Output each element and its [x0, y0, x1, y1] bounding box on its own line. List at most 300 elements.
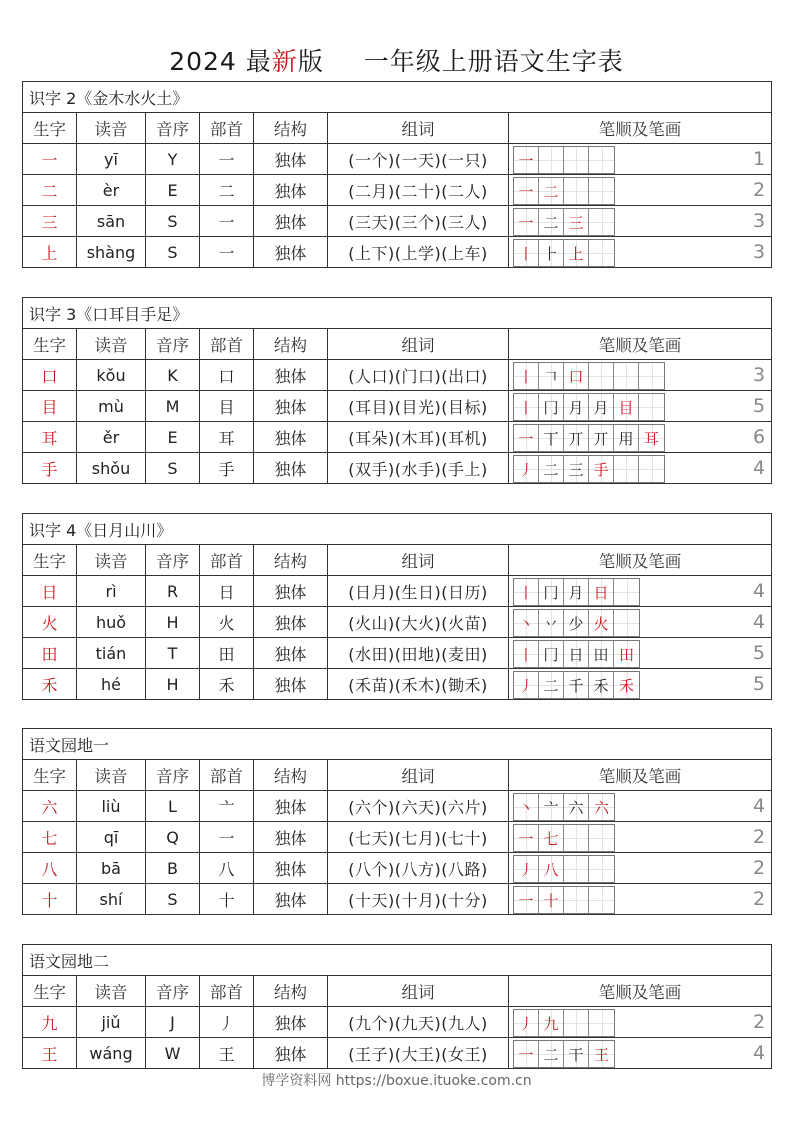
tianzige-grid: [513, 455, 665, 483]
grid-box: [514, 425, 539, 451]
stroke-step: 一: [518, 429, 534, 448]
header-letter-order: 音序: [146, 760, 200, 791]
tianzige-grid: [513, 177, 615, 205]
tianzige-grid: [513, 578, 640, 606]
title-highlight: 新: [271, 47, 298, 76]
pinyin-cell: tián: [77, 638, 146, 669]
radical-cell: 火: [200, 607, 254, 638]
stroke-step: 三: [568, 213, 584, 232]
header-radical: 部首: [200, 760, 254, 791]
header-words: 组词: [328, 976, 509, 1007]
footer-watermark: 博学资料网 https://boxue.ituoke.com.cn: [261, 1073, 532, 1089]
grid-box: [589, 394, 614, 420]
stroke-count: 2: [752, 1011, 766, 1033]
stroke-count: 5: [752, 395, 766, 417]
letter-order-cell: R: [146, 576, 200, 607]
grid-box: [589, 425, 614, 451]
stroke-count: 2: [752, 826, 766, 848]
grid-box: [564, 456, 589, 482]
tianzige-grid: [513, 1040, 615, 1068]
structure-cell: 独体: [254, 791, 328, 822]
page-title: [0, 42, 793, 78]
character-cell: 田: [23, 638, 77, 669]
pinyin-cell: ěr: [77, 422, 146, 453]
stroke-step: 八: [543, 860, 559, 879]
grid-box: [514, 641, 539, 667]
letter-order-cell: Q: [146, 822, 200, 853]
letter-order-cell: E: [146, 422, 200, 453]
stroke-step: 冂: [543, 645, 559, 664]
pinyin-cell: wáng: [77, 1038, 146, 1069]
stroke-step: 禾: [618, 676, 634, 695]
pinyin-cell: hé: [77, 669, 146, 700]
table-header-row: [23, 113, 772, 144]
letter-order-cell: H: [146, 669, 200, 700]
character-cell: 手: [23, 453, 77, 484]
stroke-count: 2: [752, 888, 766, 910]
stroke-order-cell: [509, 206, 772, 237]
tianzige-grid: [513, 424, 665, 452]
stroke-step: 丨: [518, 367, 534, 386]
grid-box: [564, 610, 589, 636]
tianzige-grid: [513, 393, 665, 421]
words-cell: (水田)(田地)(麦田): [328, 638, 509, 669]
stroke-count: 5: [752, 673, 765, 695]
table-row: [23, 791, 772, 822]
grid-box: [589, 147, 614, 173]
grid-box: [539, 579, 564, 605]
grid-box: [514, 856, 539, 882]
pinyin-cell: yī: [77, 144, 146, 175]
structure-cell: 独体: [254, 453, 328, 484]
pinyin-cell: èr: [77, 175, 146, 206]
header-pinyin: 读音: [77, 329, 146, 360]
words-cell: (禾苗)(禾木)(锄禾): [328, 669, 509, 700]
table-row: [23, 638, 772, 669]
grid-box: [639, 363, 664, 389]
header-char: 生字: [23, 113, 77, 144]
character-cell: 六: [23, 791, 77, 822]
pinyin-cell: shí: [77, 884, 146, 915]
lesson-section: [22, 944, 771, 1069]
pinyin-cell: mù: [77, 391, 146, 422]
table-row: [23, 453, 772, 484]
table-header-row: [23, 545, 772, 576]
grid-box: [589, 1010, 614, 1036]
grid-box: [514, 147, 539, 173]
tianzige-grid: [513, 671, 640, 699]
stroke-step: 六: [593, 798, 609, 817]
character-cell: 口: [23, 360, 77, 391]
stroke-step: 九: [543, 1014, 559, 1033]
header-structure: 结构: [254, 760, 328, 791]
structure-cell: 独体: [254, 607, 328, 638]
grid-box: [639, 425, 664, 451]
structure-cell: 独体: [254, 638, 328, 669]
title-year: 2024: [169, 47, 237, 76]
stroke-count: 4: [752, 795, 766, 817]
stroke-step: 冂: [543, 583, 559, 602]
grid-box: [564, 825, 589, 851]
table-row: [23, 576, 772, 607]
lesson-section: [22, 297, 771, 484]
stroke-order-cell: [509, 576, 772, 607]
stroke-step: 一: [518, 1045, 534, 1064]
header-strokes: 笔顺及笔画: [509, 976, 772, 1007]
grid-box: [539, 1010, 564, 1036]
header-radical: 部首: [200, 976, 254, 1007]
radical-cell: 目: [200, 391, 254, 422]
grid-box: [589, 610, 614, 636]
character-cell: 王: [23, 1038, 77, 1069]
grid-box: [564, 394, 589, 420]
character-cell: 十: [23, 884, 77, 915]
words-cell: (二月)(二十)(二人): [328, 175, 509, 206]
radical-cell: 王: [200, 1038, 254, 1069]
character-cell: 火: [23, 607, 77, 638]
stroke-step: 丨: [518, 645, 534, 664]
radical-cell: 口: [200, 360, 254, 391]
words-cell: (三天)(三个)(三人): [328, 206, 509, 237]
words-cell: (日月)(生日)(日历): [328, 576, 509, 607]
character-cell: 八: [23, 853, 77, 884]
stroke-step: 千: [568, 676, 584, 695]
title-part1: 最: [245, 47, 272, 76]
stroke-count: 1: [752, 148, 766, 170]
stroke-step: 丿: [518, 460, 534, 479]
letter-order-cell: K: [146, 360, 200, 391]
header-words: 组词: [328, 329, 509, 360]
words-cell: (九个)(九天)(九人): [328, 1007, 509, 1038]
radical-cell: 一: [200, 144, 254, 175]
stroke-order-cell: [509, 237, 772, 268]
stroke-step: 丿: [518, 1014, 534, 1033]
grid-box: [514, 456, 539, 482]
structure-cell: 独体: [254, 884, 328, 915]
stroke-step: 月: [568, 583, 584, 602]
character-cell: 二: [23, 175, 77, 206]
stroke-count: 3: [752, 210, 766, 232]
letter-order-cell: J: [146, 1007, 200, 1038]
words-cell: (八个)(八方)(八路): [328, 853, 509, 884]
grid-box: [539, 240, 564, 266]
letter-order-cell: S: [146, 206, 200, 237]
words-cell: (双手)(水手)(手上): [328, 453, 509, 484]
pinyin-cell: sān: [77, 206, 146, 237]
grid-box: [614, 425, 639, 451]
stroke-step: 二: [543, 460, 559, 479]
pinyin-cell: liù: [77, 791, 146, 822]
grid-box: [564, 1041, 589, 1067]
pinyin-cell: qī: [77, 822, 146, 853]
character-table: [22, 81, 772, 268]
tianzige-grid: [513, 146, 615, 174]
stroke-step: 用: [618, 429, 634, 448]
grid-box: [614, 394, 639, 420]
table-row: [23, 175, 772, 206]
grid-box: [564, 363, 589, 389]
stroke-step: 二: [543, 676, 559, 695]
tianzige-grid: [513, 208, 615, 236]
stroke-step: 丌: [593, 429, 609, 448]
stroke-order-cell: [509, 422, 772, 453]
words-cell: (火山)(大火)(火苗): [328, 607, 509, 638]
stroke-order-cell: [509, 607, 772, 638]
header-words: 组词: [328, 545, 509, 576]
structure-cell: 独体: [254, 360, 328, 391]
stroke-step: 王: [593, 1045, 609, 1064]
header-strokes: 笔顺及笔画: [509, 545, 772, 576]
stroke-order-cell: [509, 822, 772, 853]
title-subtitle: 一年级上册语文生字表: [363, 47, 624, 76]
grid-box: [539, 363, 564, 389]
section-title: 识字 4《日月山川》: [23, 514, 772, 545]
grid-box: [514, 794, 539, 820]
tianzige-grid: [513, 793, 615, 821]
structure-cell: 独体: [254, 206, 328, 237]
structure-cell: 独体: [254, 853, 328, 884]
structure-cell: 独体: [254, 237, 328, 268]
header-radical: 部首: [200, 545, 254, 576]
letter-order-cell: L: [146, 791, 200, 822]
lesson-section: [22, 513, 771, 700]
header-words: 组词: [328, 113, 509, 144]
character-cell: 耳: [23, 422, 77, 453]
header-radical: 部首: [200, 113, 254, 144]
stroke-order-cell: [509, 175, 772, 206]
structure-cell: 独体: [254, 422, 328, 453]
pinyin-cell: rì: [77, 576, 146, 607]
header-words: 组词: [328, 760, 509, 791]
pinyin-cell: shàng: [77, 237, 146, 268]
stroke-step: 丿: [518, 860, 534, 879]
stroke-step: 少: [568, 614, 584, 633]
stroke-step: 二: [543, 213, 559, 232]
structure-cell: 独体: [254, 576, 328, 607]
stroke-order-cell: [509, 669, 772, 700]
letter-order-cell: S: [146, 237, 200, 268]
grid-box: [589, 579, 614, 605]
stroke-count: 4: [752, 580, 765, 602]
structure-cell: 独体: [254, 1038, 328, 1069]
stroke-step: 田: [593, 645, 609, 664]
table-row: [23, 607, 772, 638]
tianzige-grid: [513, 362, 665, 390]
table-row: [23, 884, 772, 915]
stroke-step: 丨: [518, 398, 534, 417]
character-cell: 禾: [23, 669, 77, 700]
header-pinyin: 读音: [77, 760, 146, 791]
header-char: 生字: [23, 545, 77, 576]
stroke-count: 5: [752, 642, 765, 664]
stroke-step: 一: [518, 213, 534, 232]
stroke-step: 二: [543, 182, 559, 201]
letter-order-cell: S: [146, 884, 200, 915]
table-row: [23, 853, 772, 884]
stroke-step: 冂: [543, 398, 559, 417]
grid-box: [539, 209, 564, 235]
stroke-order-cell: [509, 391, 772, 422]
stroke-order-cell: [509, 1007, 772, 1038]
stroke-order-cell: [509, 791, 772, 822]
stroke-step: 上: [568, 244, 584, 263]
table-row: [23, 822, 772, 853]
stroke-step: 丶: [518, 614, 534, 633]
radical-cell: 耳: [200, 422, 254, 453]
grid-box: [614, 363, 639, 389]
grid-box: [539, 178, 564, 204]
stroke-step: 田: [618, 645, 634, 664]
header-structure: 结构: [254, 329, 328, 360]
stroke-step: 月: [593, 398, 609, 417]
radical-cell: 一: [200, 237, 254, 268]
stroke-order-cell: [509, 360, 772, 391]
stroke-count: 2: [752, 857, 766, 879]
radical-cell: 禾: [200, 669, 254, 700]
grid-box: [539, 456, 564, 482]
structure-cell: 独体: [254, 822, 328, 853]
stroke-step: 一: [518, 182, 534, 201]
lesson-section: [22, 728, 771, 915]
stroke-step: 丷: [543, 614, 559, 633]
grid-box: [589, 887, 614, 913]
grid-box: [514, 363, 539, 389]
table-row: [23, 422, 772, 453]
grid-box: [514, 887, 539, 913]
grid-box: [564, 579, 589, 605]
stroke-step: 一: [518, 891, 534, 910]
stroke-order-cell: [509, 884, 772, 915]
stroke-step: 一: [518, 151, 534, 170]
stroke-step: 干: [568, 1045, 584, 1064]
pinyin-cell: shǒu: [77, 453, 146, 484]
table-row: [23, 391, 772, 422]
tianzige-grid: [513, 640, 640, 668]
tianzige-grid: [513, 1009, 615, 1037]
header-radical: 部首: [200, 329, 254, 360]
grid-box: [589, 856, 614, 882]
words-cell: (耳朵)(木耳)(耳机): [328, 422, 509, 453]
grid-box: [564, 240, 589, 266]
grid-box: [564, 178, 589, 204]
pinyin-cell: bā: [77, 853, 146, 884]
table-header-row: [23, 976, 772, 1007]
grid-box: [589, 825, 614, 851]
stroke-count: 4: [752, 611, 765, 633]
letter-order-cell: S: [146, 453, 200, 484]
letter-order-cell: M: [146, 391, 200, 422]
words-cell: (上下)(上学)(上车): [328, 237, 509, 268]
character-table: [22, 297, 772, 484]
grid-box: [539, 825, 564, 851]
character-table: [22, 728, 772, 915]
stroke-step: ⺊: [543, 244, 559, 263]
letter-order-cell: E: [146, 175, 200, 206]
stroke-step: 口: [568, 367, 584, 386]
header-structure: 结构: [254, 113, 328, 144]
header-structure: 结构: [254, 545, 328, 576]
section-title: 识字 2《金木水火土》: [23, 82, 772, 113]
grid-box: [514, 825, 539, 851]
table-row: [23, 206, 772, 237]
grid-box: [564, 856, 589, 882]
stroke-step: 手: [593, 460, 609, 479]
grid-box: [564, 209, 589, 235]
grid-box: [639, 394, 664, 420]
tianzige-grid: [513, 886, 615, 914]
table-row: [23, 1007, 772, 1038]
radical-cell: 手: [200, 453, 254, 484]
stroke-step: 日: [593, 583, 609, 602]
structure-cell: 独体: [254, 144, 328, 175]
grid-box: [514, 209, 539, 235]
stroke-count: 2: [752, 179, 766, 201]
table-header-row: [23, 329, 772, 360]
words-cell: (十天)(十月)(十分): [328, 884, 509, 915]
grid-box: [539, 856, 564, 882]
stroke-step: 丨: [518, 244, 534, 263]
radical-cell: 日: [200, 576, 254, 607]
title-part2: 版: [297, 47, 324, 76]
grid-box: [589, 363, 614, 389]
pinyin-cell: kǒu: [77, 360, 146, 391]
radical-cell: 亠: [200, 791, 254, 822]
table-row: [23, 1038, 772, 1069]
radical-cell: 八: [200, 853, 254, 884]
grid-box: [539, 1041, 564, 1067]
grid-box: [564, 641, 589, 667]
header-strokes: 笔顺及笔画: [509, 329, 772, 360]
grid-box: [564, 1010, 589, 1036]
grid-box: [564, 147, 589, 173]
table-row: [23, 237, 772, 268]
grid-box: [514, 394, 539, 420]
grid-box: [589, 240, 614, 266]
header-char: 生字: [23, 976, 77, 1007]
words-cell: (七天)(七月)(七十): [328, 822, 509, 853]
character-cell: 上: [23, 237, 77, 268]
stroke-count: 4: [752, 457, 766, 479]
grid-box: [589, 672, 614, 698]
grid-box: [614, 456, 639, 482]
grid-box: [514, 240, 539, 266]
letter-order-cell: Y: [146, 144, 200, 175]
table-header-row: [23, 760, 772, 791]
structure-cell: 独体: [254, 669, 328, 700]
grid-box: [514, 672, 539, 698]
grid-box: [514, 579, 539, 605]
grid-box: [589, 178, 614, 204]
section-title: 语文园地二: [23, 945, 772, 976]
words-cell: (人口)(门口)(出口): [328, 360, 509, 391]
structure-cell: 独体: [254, 391, 328, 422]
stroke-step: 耳: [643, 429, 659, 448]
grid-box: [514, 1041, 539, 1067]
words-cell: (六个)(六天)(六片): [328, 791, 509, 822]
pinyin-cell: huǒ: [77, 607, 146, 638]
grid-box: [539, 672, 564, 698]
character-cell: 九: [23, 1007, 77, 1038]
letter-order-cell: B: [146, 853, 200, 884]
tianzige-grid: [513, 609, 640, 637]
grid-box: [564, 794, 589, 820]
tianzige-grid: [513, 239, 615, 267]
header-strokes: 笔顺及笔画: [509, 760, 772, 791]
stroke-order-cell: [509, 853, 772, 884]
stroke-step: 亠: [543, 798, 559, 817]
stroke-step: 日: [568, 645, 584, 664]
section-title: 语文园地一: [23, 729, 772, 760]
